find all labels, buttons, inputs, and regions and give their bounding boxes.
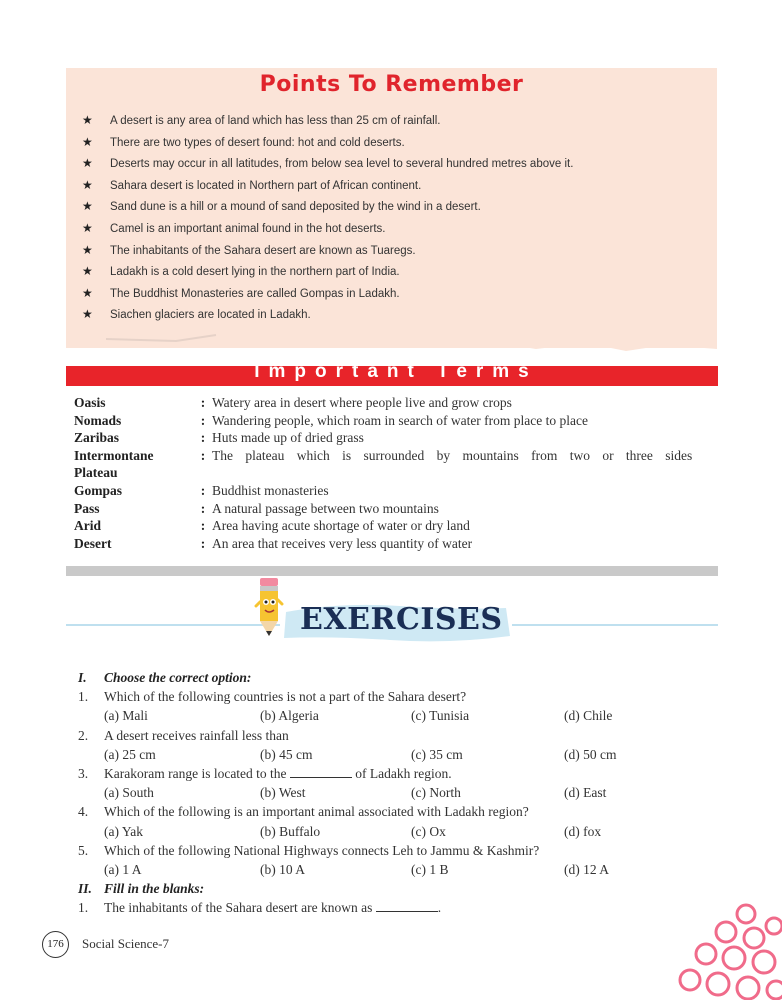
book-title: Social Science-7 [82,936,169,951]
decorative-rings-icon [676,896,782,1000]
option: (d) Chile [564,708,613,724]
options-row [78,706,718,725]
section-divider-bar [66,566,718,576]
table-row: Intermontane Plateau : The plateau which is surrounded by mountains from two or three sides [74,447,693,481]
answer-blank [376,900,438,912]
list-item: ★ Camel is an important animal found in the hot deserts. [82,218,573,240]
option: (a) Mali [104,708,148,724]
question: 4. Which of the following is an important animal associated with Ladakh region? [78,804,529,820]
table-row: Arid : Area having acute shortage of water or dry land [74,518,470,534]
option: (c) 1 B [411,861,449,877]
important-terms-title: Important Terms [254,361,538,382]
option: (c) Ox [411,823,446,839]
answer-blank [290,766,352,778]
terms-table [74,394,714,552]
list-item: ★ A desert is any area of land which has less than 25 cm of rainfall. [82,110,573,132]
options-row [78,745,718,764]
list-item: ★ Ladakh is a cold desert lying in the northern part of India. [82,261,573,283]
star-icon: ★ [82,134,93,149]
exercises-rule-right [512,624,718,626]
option: (c) 35 cm [411,746,463,762]
exercises-title: EXERCISES [300,602,503,637]
option: (d) fox [564,823,602,839]
table-row: Gompas : Buddhist monasteries [74,482,329,498]
option: (d) 50 cm [564,746,617,762]
question: 1. Which of the following countries is not a part of the Sahara desert? [78,689,467,705]
star-icon: ★ [82,156,93,171]
star-icon: ★ [82,242,93,257]
question: 1. The inhabitants of the Sahara desert are known as . [78,900,442,916]
option: (a) South [104,785,154,801]
star-icon: ★ [82,264,93,279]
star-icon: ★ [82,285,93,300]
points-title: Points To Remember [259,72,524,97]
option: (d) East [564,785,607,801]
table-row: Pass : A natural passage between two mountains [74,500,439,516]
torn-paper-edge [66,325,717,365]
points-to-remember-box [66,68,717,348]
option: (a) Yak [104,823,143,839]
option: (b) West [260,785,306,801]
option: (b) Buffalo [260,823,321,839]
options-row [78,783,718,802]
table-row: Oasis : Watery area in desert where people live and grow crops [74,395,512,410]
section-heading-choose: I. Choose the correct option: [78,670,252,685]
list-item: ★ The Buddhist Monasteries are called Gompas in Ladakh. [82,283,573,305]
star-icon: ★ [82,220,93,235]
question: 3. Karakoram range is located to the of Ladakh region. [78,765,452,781]
star-icon: ★ [82,177,93,192]
list-item: ★ Sand dune is a hill or a mound of sand deposited by the wind in a desert. [82,196,573,218]
pencil-mascot-icon [250,576,290,640]
exercises-rule-left [66,624,280,626]
option: (d) 12 A [564,861,609,877]
question: 5. Which of the following National Highways connects Leh to Jammu & Kashmir? [78,842,540,858]
list-item: ★ Siachen glaciers are located in Ladakh. [82,304,573,326]
option: (b) 45 cm [260,746,313,762]
option: (a) 25 cm [104,746,156,762]
list-item: ★ Deserts may occur in all latitudes, from below sea level to several hundred metres above it. [82,153,573,175]
option: (b) 10 A [260,861,305,877]
options-row [78,822,718,841]
star-icon: ★ [82,307,93,322]
option: (c) North [411,785,461,801]
option: (a) 1 A [104,861,142,877]
star-icon: ★ [82,199,93,214]
table-row: Nomads : Wandering people, which roam in search of water from place to place [74,412,589,428]
option: (b) Algeria [260,708,319,724]
table-row: Zaribas : Huts made up of dried grass [74,430,364,446]
options-row [78,860,718,879]
list-item: ★ The inhabitants of the Sahara desert are known as Tuaregs. [82,240,573,262]
option: (c) Tunisia [411,708,470,724]
list-item: ★ Sahara desert is located in Northern part of African continent. [82,175,573,197]
exercise-questions [78,668,718,917]
question: 2. A desert receives rainfall less than [78,727,289,743]
star-icon: ★ [82,113,93,127]
points-list [82,110,573,326]
section-heading-fill: II. Fill in the blanks: [78,881,205,897]
list-item: ★ There are two types of desert found: hot and cold deserts. [82,132,573,154]
page-number: 176 [42,931,69,958]
table-row: Desert : An area that receives very less quantity of water [74,535,473,551]
